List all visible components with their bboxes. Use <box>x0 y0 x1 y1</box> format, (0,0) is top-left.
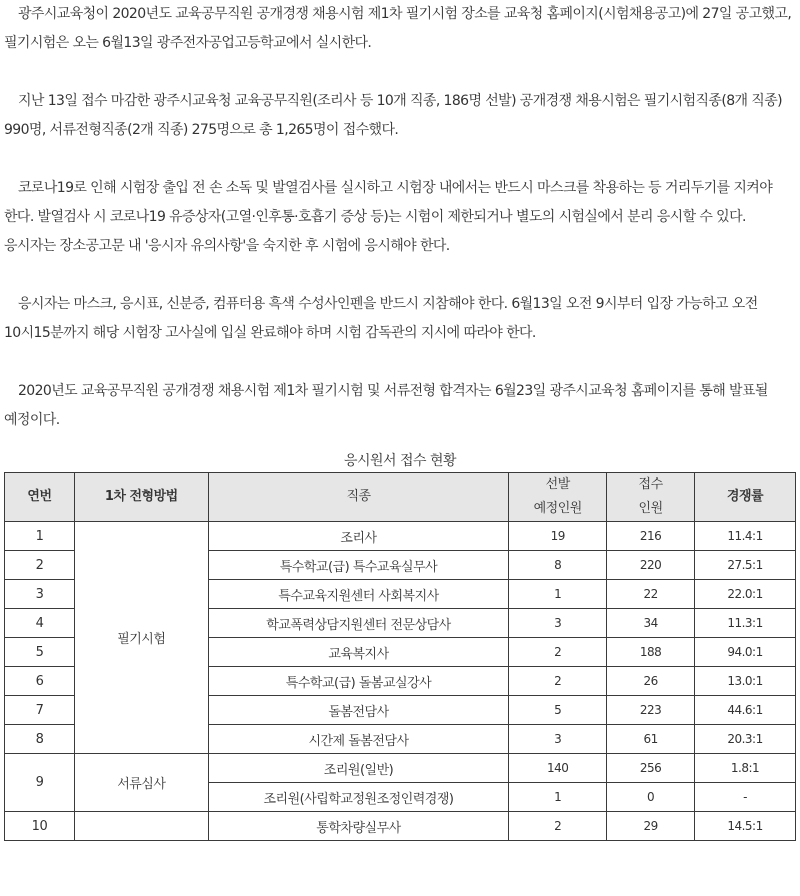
cell-applied: 216 <box>607 522 695 551</box>
cell-no: 8 <box>5 725 75 754</box>
cell-applied: 220 <box>607 551 695 580</box>
table-header-row <box>5 473 796 522</box>
cell-method-blank <box>74 812 208 841</box>
cell-planned: 3 <box>509 725 607 754</box>
cell-planned: 1 <box>509 580 607 609</box>
cell-planned: 2 <box>509 638 607 667</box>
cell-rate: 22.0:1 <box>695 580 796 609</box>
header-rate: 경쟁률 <box>695 473 796 522</box>
cell-job: 시간제 돌봄전담사 <box>208 725 509 754</box>
cell-rate: 94.0:1 <box>695 638 796 667</box>
cell-planned: 3 <box>509 609 607 638</box>
header-job: 직종 <box>208 473 509 522</box>
cell-no: 7 <box>5 696 75 725</box>
cell-applied: 256 <box>607 754 695 783</box>
header-no: 연번 <box>5 473 75 522</box>
header-planned-line2: 예정인원 <box>533 501 582 516</box>
cell-applied: 29 <box>607 812 695 841</box>
cell-planned: 19 <box>509 522 607 551</box>
cell-rate: 11.4:1 <box>695 522 796 551</box>
header-planned <box>509 473 607 522</box>
cell-job: 특수학교(급) 특수교육실무사 <box>208 551 509 580</box>
article-paragraph-5: 2020년도 교육공무직원 공개경쟁 채용시험 제1차 필기시험 및 서류전형 합격자는 6월23일 광주시교육청 홈페이지를 통해 발표될 예정이다. <box>4 383 768 428</box>
cell-rate: - <box>695 783 796 812</box>
cell-job: 특수교육지원센터 사회복지사 <box>208 580 509 609</box>
cell-applied: 26 <box>607 667 695 696</box>
cell-job: 조리사 <box>208 522 509 551</box>
table-row <box>5 754 796 783</box>
cell-job: 교육복지사 <box>208 638 509 667</box>
cell-no: 1 <box>5 522 75 551</box>
article-paragraph-3: 코로나19로 인해 시험장 출입 전 손 소독 및 발열검사를 실시하고 시험장 내에서는 반드시 마스크를 착용하는 등 거리두기를 지켜야 한다. 발열검사 시 코로나19 유증상자(고열·인후통·호흡기 증상 등)는 시험이 제한되거나 별도의 시험실에서 분리 응시할 수 있다. 응시자는 장소공고문 내 '응시자 유의사항'을 숙지한 후 시험에 응시해야 한다. <box>4 180 773 254</box>
cell-planned: 5 <box>509 696 607 725</box>
cell-rate: 13.0:1 <box>695 667 796 696</box>
applicants-table <box>4 472 796 841</box>
cell-no: 4 <box>5 609 75 638</box>
cell-no: 5 <box>5 638 75 667</box>
cell-applied: 34 <box>607 609 695 638</box>
article-body <box>4 0 796 464</box>
cell-planned: 1 <box>509 783 607 812</box>
cell-planned: 2 <box>509 812 607 841</box>
cell-job: 돌봄전담사 <box>208 696 509 725</box>
cell-no: 3 <box>5 580 75 609</box>
cell-job: 통학차량실무사 <box>208 812 509 841</box>
article-paragraph-2: 지난 13일 접수 마감한 광주시교육청 교육공무직원(조리사 등 10개 직종, 186명 선발) 공개경쟁 채용시험은 필기시험직종(8개 직종) 990명, 서류전형직종(2개 직종) 275명으로 총 1,265명이 접수했다. <box>4 93 783 138</box>
cell-rate: 27.5:1 <box>695 551 796 580</box>
cell-planned: 140 <box>509 754 607 783</box>
cell-rate: 1.8:1 <box>695 754 796 783</box>
table-row <box>5 522 796 551</box>
cell-rate: 20.3:1 <box>695 725 796 754</box>
cell-rate: 14.5:1 <box>695 812 796 841</box>
cell-job: 조리원(일반) <box>208 754 509 783</box>
cell-applied: 188 <box>607 638 695 667</box>
cell-method-document: 서류심사 <box>74 754 208 812</box>
header-applied-line2: 인원 <box>638 501 663 516</box>
cell-applied: 223 <box>607 696 695 725</box>
header-method: 1차 전형방법 <box>74 473 208 522</box>
cell-planned: 2 <box>509 667 607 696</box>
table-caption: 응시원서 접수 현황 <box>343 453 457 469</box>
article-paragraph-1: 광주시교육청이 2020년도 교육공무직원 공개경쟁 채용시험 제1차 필기시험 장소를 교육청 홈페이지(시험채용공고)에 27일 공고했고, 필기시험은 오는 6월13일 광주전자공업고등학교에서 실시한다. <box>4 6 792 51</box>
cell-method-written: 필기시험 <box>74 522 208 754</box>
header-applied-line1: 접수 <box>638 477 663 492</box>
cell-applied: 22 <box>607 580 695 609</box>
cell-rate: 44.6:1 <box>695 696 796 725</box>
table-row <box>5 812 796 841</box>
cell-applied: 61 <box>607 725 695 754</box>
header-applied <box>607 473 695 522</box>
cell-job: 학교폭력상담지원센터 전문상담사 <box>208 609 509 638</box>
header-planned-line1: 선발 <box>545 477 570 492</box>
cell-no: 9 <box>5 754 75 812</box>
cell-no: 2 <box>5 551 75 580</box>
cell-no: 10 <box>5 812 75 841</box>
cell-no: 6 <box>5 667 75 696</box>
article-paragraph-4: 응시자는 마스크, 응시표, 신분증, 컴퓨터용 흑색 수성사인펜을 반드시 지참해야 한다. 6월13일 오전 9시부터 입장 가능하고 오전 10시15분까지 해당 시험장 고사실에 입실 완료해야 하며 시험 감독관의 지시에 따라야 한다. <box>4 296 758 341</box>
cell-job: 특수학교(급) 돌봄교실강사 <box>208 667 509 696</box>
cell-rate: 11.3:1 <box>695 609 796 638</box>
cell-job: 조리원(사립학교정원조정인력경쟁) <box>208 783 509 812</box>
cell-applied: 0 <box>607 783 695 812</box>
cell-planned: 8 <box>509 551 607 580</box>
